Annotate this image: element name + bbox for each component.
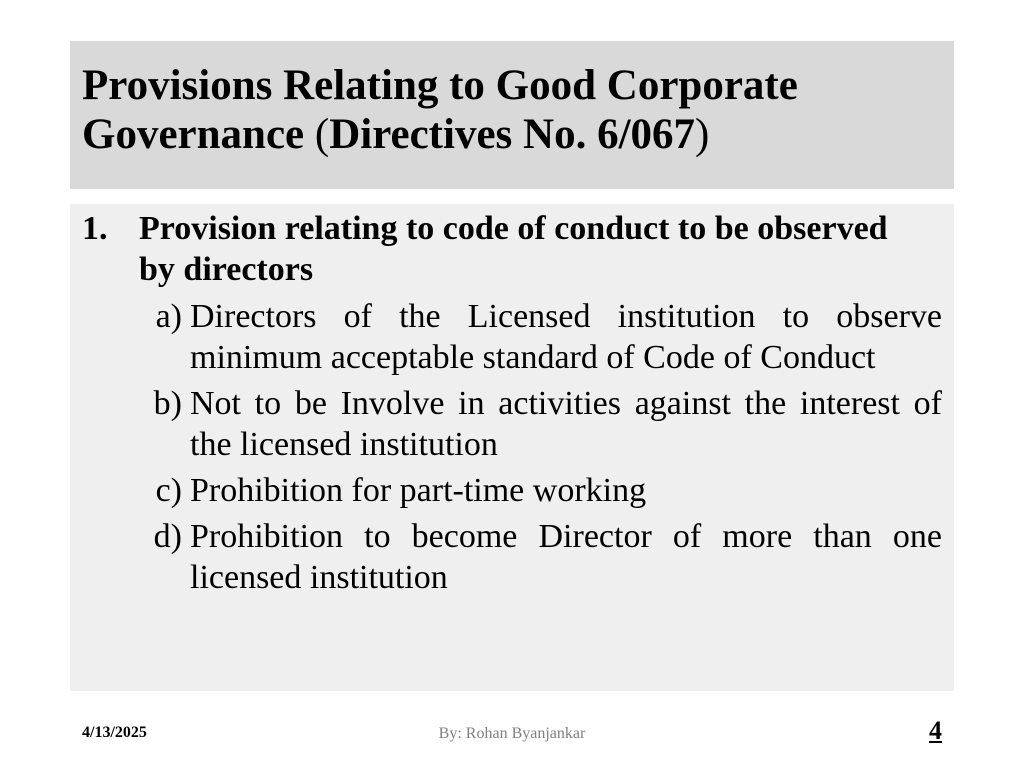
sub-item-letter: c) (155, 472, 182, 509)
list-item (82, 383, 942, 465)
footer-author: By: Rohan Byanjankar (438, 725, 586, 742)
slide-title (82, 61, 942, 159)
footer-date: 4/13/2025 (82, 724, 147, 741)
sub-item-letter: d) (153, 518, 182, 555)
sub-item-text: Directors of the Licensed institution to observe minimum acceptable standard of Code of Conduct (190, 298, 942, 376)
title-main: Provisions Relating to Good Corporate Governance (82, 62, 798, 158)
title-directive: Directives No. 6/067 (329, 111, 696, 158)
list-item (82, 470, 942, 511)
sub-item-text: Prohibition to become Director of more than one licensed institution (190, 518, 942, 596)
list-item (82, 296, 942, 378)
title-paren-close: ) (695, 111, 710, 158)
sub-item-letter: a) (155, 298, 182, 335)
page-number: 4 (929, 716, 942, 745)
point-number: 1. (82, 210, 108, 247)
list-item (82, 516, 942, 598)
title-paren-open: ( (314, 111, 330, 158)
sub-list (82, 296, 942, 598)
point-text: Provision relating to code of conduct to be observed by directors (139, 210, 888, 288)
sub-item-text: Not to be Involve in activities against the interest of the licensed institution (190, 385, 942, 463)
sub-item-letter: b) (153, 385, 182, 422)
title-box (70, 41, 954, 189)
content-box (70, 204, 954, 691)
sub-item-text: Prohibition for part-time working (190, 472, 647, 509)
numbered-point (82, 208, 942, 290)
